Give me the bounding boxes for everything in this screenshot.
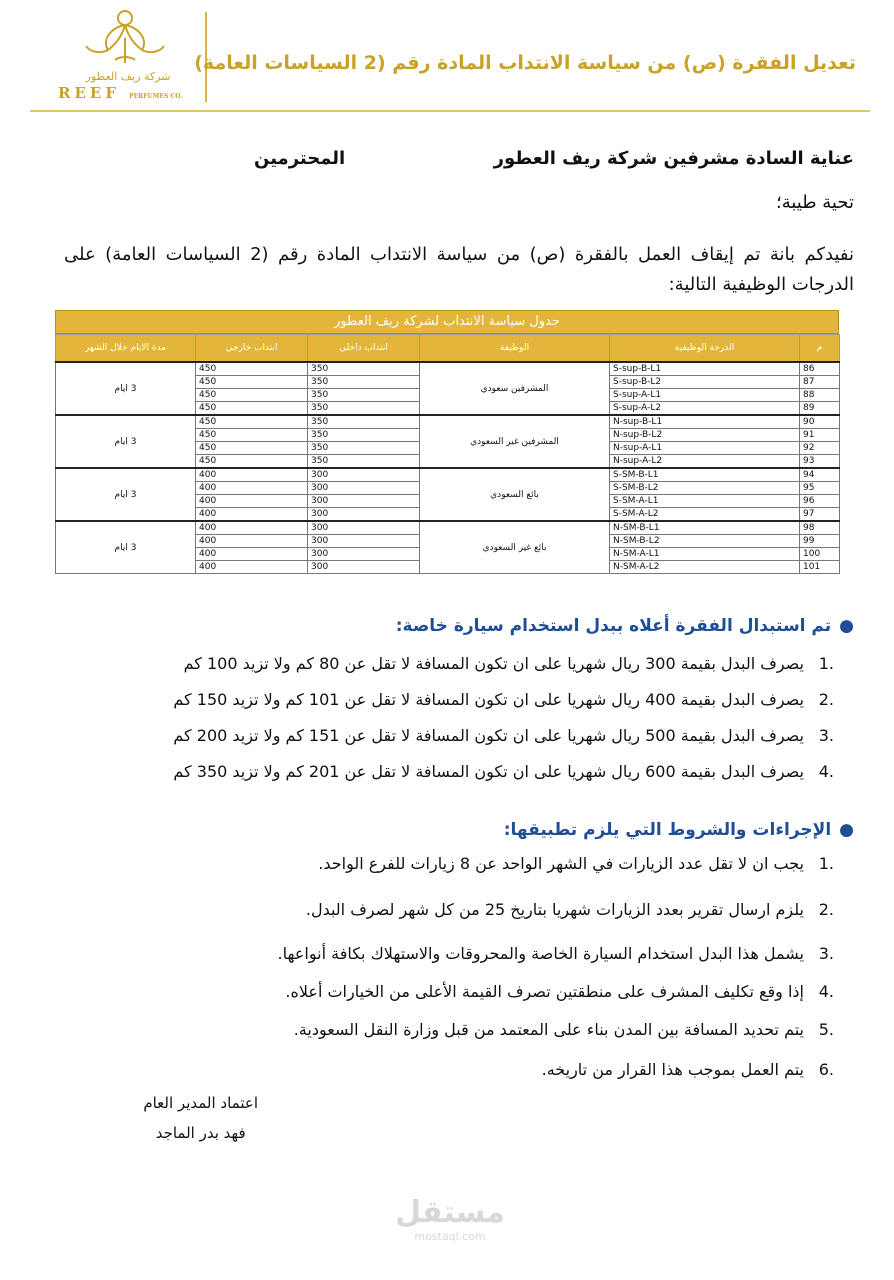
cell-internal: 350	[308, 389, 420, 402]
cell-external: 400	[196, 535, 308, 548]
cell-internal: 300	[308, 535, 420, 548]
cell-external: 450	[196, 442, 308, 455]
company-logo	[40, 8, 200, 103]
cell-internal: 350	[308, 376, 420, 389]
watermark	[390, 1195, 510, 1243]
cell-internal: 350	[308, 415, 420, 429]
cell-external: 400	[196, 482, 308, 495]
table-row	[56, 362, 840, 376]
cell-index: 97	[800, 508, 840, 522]
list-item: .4يصرف البدل بقيمة 600 ريال شهريا على ان تكون المسافة لا تقل عن 201 كم ولا تزيد 350 كم	[173, 762, 834, 781]
col-header-days: مدة الايام خلال الشهر	[56, 335, 196, 363]
cell-grade: N-SM-B-L2	[610, 535, 800, 548]
cell-job: المشرفين سعودي	[420, 362, 610, 415]
cell-external: 450	[196, 376, 308, 389]
table-row	[56, 521, 840, 535]
cell-job: بائع غير السعودي	[420, 521, 610, 574]
cell-days: 3 ايام	[56, 468, 196, 521]
list-item: .1يصرف البدل بقيمة 300 ريال شهريا على ان تكون المسافة لا تقل عن 80 كم ولا تزيد 100 كم	[183, 654, 834, 673]
table-title: جدول سياسة الانتداب لشركة ريف العطور	[55, 310, 839, 334]
cell-grade: S-SM-B-L2	[610, 482, 800, 495]
address-text: عناية السادة مشرفين شركة ريف العطور	[493, 148, 854, 169]
cell-external: 400	[196, 468, 308, 482]
cell-internal: 350	[308, 442, 420, 455]
cell-external: 400	[196, 521, 308, 535]
cell-grade: N-SM-A-L1	[610, 548, 800, 561]
cell-index: 99	[800, 535, 840, 548]
cell-days: 3 ايام	[56, 362, 196, 415]
cell-index: 101	[800, 561, 840, 574]
cell-internal: 300	[308, 495, 420, 508]
section-heading-conditions: ●الإجراءات والشروط التي يلزم تطبيقها:	[503, 820, 854, 840]
logo-arabic-text: شركة ريف العطور	[85, 70, 171, 83]
cell-index: 90	[800, 415, 840, 429]
signature-title: اعتماد المدير العام	[143, 1094, 258, 1112]
cell-index: 91	[800, 429, 840, 442]
cell-grade: N-sup-B-L2	[610, 429, 800, 442]
cell-external: 450	[196, 455, 308, 469]
cell-index: 98	[800, 521, 840, 535]
cell-grade: S-sup-B-L1	[610, 362, 800, 376]
cell-index: 96	[800, 495, 840, 508]
cell-index: 86	[800, 362, 840, 376]
list-item: .6يتم العمل بموجب هذا القرار من تاريخه.	[541, 1060, 834, 1079]
logo-english-text: REEF PERFUMES CO.	[58, 84, 183, 102]
page-title: تعديل الفقرة (ص) من سياسة الانتداب المادة رقم (2 السياسات العامة)	[194, 52, 856, 74]
table-header-row	[56, 335, 840, 363]
cell-index: 87	[800, 376, 840, 389]
cell-grade: S-SM-A-L1	[610, 495, 800, 508]
cell-external: 450	[196, 415, 308, 429]
cell-grade: S-SM-B-L1	[610, 468, 800, 482]
col-header-job: الوظيفة	[420, 335, 610, 363]
header-divider-horizontal	[30, 110, 870, 112]
list-item: .3يشمل هذا البدل استخدام السيارة الخاصة والمحروقات والاستهلاك بكافة أنواعها.	[277, 944, 834, 963]
cell-index: 92	[800, 442, 840, 455]
cell-grade: S-sup-A-L2	[610, 402, 800, 416]
allowance-table	[55, 310, 839, 574]
cell-external: 450	[196, 389, 308, 402]
list-item: .2يصرف البدل بقيمة 400 ريال شهريا على ان تكون المسافة لا تقل عن 101 كم ولا تزيد 150 كم	[173, 690, 834, 709]
list-item: .3يصرف البدل بقيمة 500 ريال شهريا على ان تكون المسافة لا تقل عن 151 كم ولا تزيد 200 كم	[173, 726, 834, 745]
cell-external: 400	[196, 495, 308, 508]
cell-external: 450	[196, 362, 308, 376]
watermark-url: mostaql.com	[414, 1230, 486, 1243]
letter-address	[254, 148, 854, 169]
cell-internal: 300	[308, 521, 420, 535]
cell-internal: 350	[308, 362, 420, 376]
cell-grade: N-SM-B-L1	[610, 521, 800, 535]
section-heading-car-allowance: ●تم استبدال الفقرة أعلاه ببدل استخدام سيارة خاصة:	[395, 616, 854, 636]
bullet-icon: ●	[839, 616, 854, 636]
cell-external: 450	[196, 402, 308, 416]
cell-job: المشرفين غير السعودي	[420, 415, 610, 468]
list-item: .5يتم تحديد المسافة بين المدن بناء على المعتمد من قبل وزارة النقل السعودية.	[293, 1020, 834, 1039]
cell-grade: S-sup-B-L2	[610, 376, 800, 389]
cell-internal: 300	[308, 561, 420, 574]
watermark-arabic: مستقل	[395, 1195, 505, 1230]
list-item: .2يلزم ارسال تقرير بعدد الزيارات شهريا بتاريخ 25 من كل شهر لصرف البدل.	[305, 900, 834, 919]
cell-external: 450	[196, 429, 308, 442]
greeting: تحية طيبة؛	[776, 192, 854, 213]
cell-internal: 350	[308, 402, 420, 416]
col-header-internal: انتداب داخلي	[308, 335, 420, 363]
cell-days: 3 ايام	[56, 521, 196, 574]
cell-index: 89	[800, 402, 840, 416]
cell-external: 400	[196, 508, 308, 522]
col-header-grade: الدرجة الوظيفية	[610, 335, 800, 363]
signature-block	[143, 1088, 258, 1148]
table-body	[56, 362, 840, 574]
address-suffix: المحترمين	[254, 148, 346, 169]
cell-job: بائع السعودي	[420, 468, 610, 521]
cell-grade: N-sup-A-L1	[610, 442, 800, 455]
cell-internal: 350	[308, 429, 420, 442]
cell-grade: S-SM-A-L2	[610, 508, 800, 522]
col-header-index: م	[800, 335, 840, 363]
cell-internal: 300	[308, 548, 420, 561]
cell-internal: 300	[308, 468, 420, 482]
cell-index: 95	[800, 482, 840, 495]
cell-index: 88	[800, 389, 840, 402]
cell-days: 3 ايام	[56, 415, 196, 468]
cell-external: 400	[196, 548, 308, 561]
intro-paragraph: نفيدكم بانة تم إيقاف العمل بالفقرة (ص) من سياسة الانتداب المادة رقم (2 السياسات العامة) على الدرجات الوظيفية التالية:	[64, 244, 854, 295]
bullet-icon: ●	[839, 820, 854, 840]
cell-index: 94	[800, 468, 840, 482]
cell-internal: 300	[308, 482, 420, 495]
table-row	[56, 415, 840, 429]
cell-internal: 350	[308, 455, 420, 469]
cell-grade: N-sup-B-L1	[610, 415, 800, 429]
cell-grade: N-SM-A-L2	[610, 561, 800, 574]
table-row	[56, 468, 840, 482]
signature-name: فهد بدر الماجد	[155, 1124, 246, 1142]
policy-table	[55, 334, 840, 574]
cell-grade: N-sup-A-L2	[610, 455, 800, 469]
logo-flower-icon	[80, 8, 170, 68]
cell-internal: 300	[308, 508, 420, 522]
list-item: .4إذا وقع تكليف المشرف على منطقتين تصرف القيمة الأعلى من الخيارات أعلاه.	[285, 982, 834, 1001]
cell-index: 100	[800, 548, 840, 561]
cell-index: 93	[800, 455, 840, 469]
col-header-external: انتداب خارجي	[196, 335, 308, 363]
list-item: .1يجب ان لا تقل عدد الزيارات في الشهر الواحد عن 8 زيارات للفرع الواحد.	[318, 854, 834, 873]
cell-external: 400	[196, 561, 308, 574]
cell-grade: S-sup-A-L1	[610, 389, 800, 402]
